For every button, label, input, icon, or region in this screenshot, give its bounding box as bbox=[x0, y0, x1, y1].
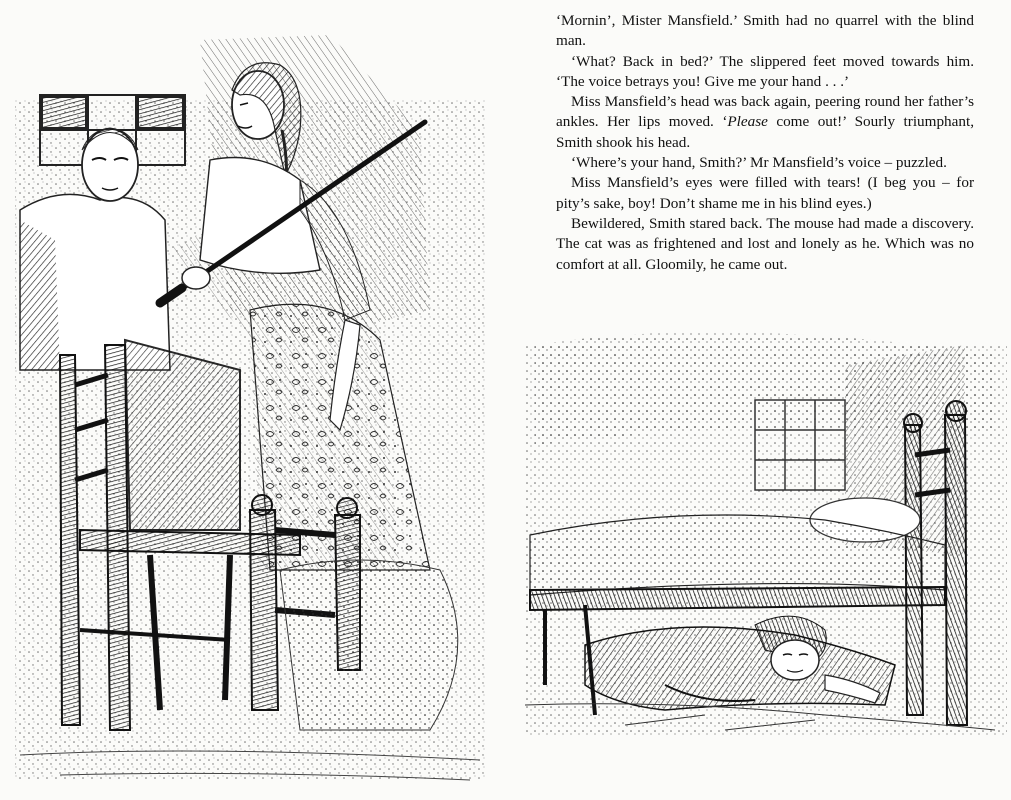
paragraph: ‘What? Back in bed?’ The slippered feet moved towards him. ‘The voice betrays you! Give me your hand . . .’ bbox=[556, 52, 974, 90]
boy-under-bed-illustration bbox=[525, 305, 1007, 735]
paragraph: ‘Where’s your hand, Smith?’ Mr Mansfield’s voice – puzzled. bbox=[571, 154, 947, 172]
paragraph: Miss Mansfield’s eyes were filled with tears! (I beg you – for pity’s sake, boy! Don’t shame me in his blind eyes.) bbox=[556, 174, 974, 212]
emphasis-text: Please bbox=[727, 113, 768, 131]
paragraph: ‘Mornin’, Mister Mansfield.’ Smith had no quarrel with the blind man. bbox=[556, 12, 974, 50]
right-illustration-drawing bbox=[525, 305, 1007, 735]
paragraph: Bewildered, Smith stared back. The mouse had made a discovery. The cat was as frightened and lost and lonely as he. Which was no comfort at all. Gloomily, he came out. bbox=[556, 214, 974, 273]
girl-with-cane-illustration bbox=[0, 10, 500, 795]
paragraph bbox=[556, 92, 974, 153]
paragraph-text: Miss Mansfield’s head was back again, peering round her father’s ankles. Her lips moved. ‘ bbox=[556, 93, 974, 131]
story-text bbox=[556, 11, 974, 275]
paragraph-text: come out!’ Sourly triumphant, Smith shook his head. bbox=[556, 113, 974, 151]
left-illustration-drawing bbox=[0, 10, 500, 795]
